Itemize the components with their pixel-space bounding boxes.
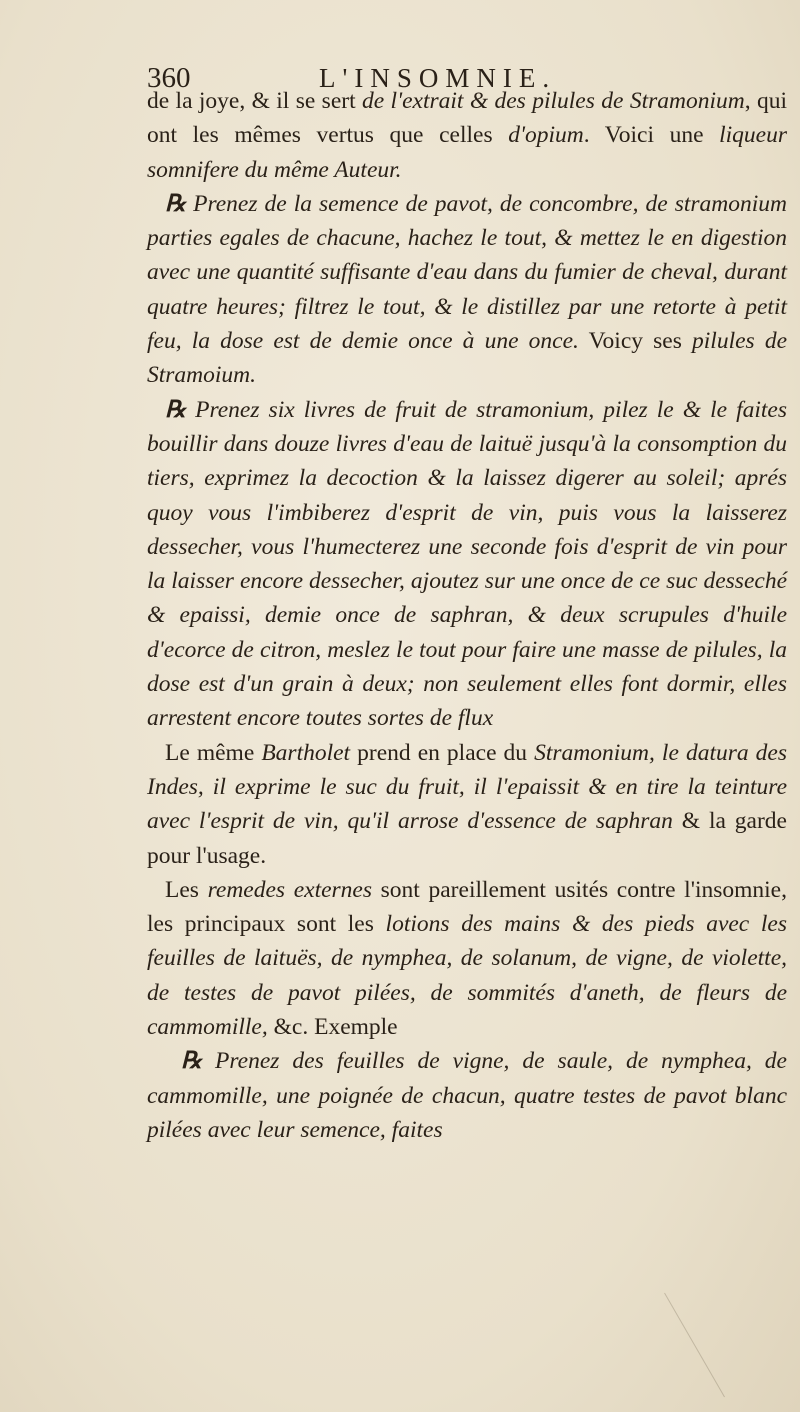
paragraph [147,84,787,187]
running-title: L'INSOMNIE. [319,63,557,93]
paragraph [147,187,787,393]
page-number: 360 [147,62,191,94]
roman-text: sont pareillement usités contre l'insomnie, les principaux sont les [147,876,787,938]
italic-text: liqueur somnifere du même Auteur. [147,122,788,183]
body-text [147,84,787,1147]
roman-text: Les [165,876,208,903]
recipe-symbol: ℞ [165,190,194,217]
italic-text: Prenez six livres de fruit de stramonium, pilez le & le faites bouillir dans douze livres d'eau de laituë jusqu'à la consomption du tiers, exprimez la decoction & la laissez digerer au soleil; aprés quoy vous l'imbiberez d'esprit de vin, puis vous la laisserez dessecher, vous l'humecterez une seconde fois d'esprit de vin pour la laisser encore dessecher, ajoutez sur une once de ce suc desseché & epaissi, demie once de saphran, & deux scrupules d'huile d'ecorce de citron, meslez le tout pour faire une masse de pilules, la dose est d'un grain à deux; non seulement elles font dormir, elles arrestent encore toutes sortes de flux [147,396,787,732]
italic-text: Prenez des feuilles de vigne, de saule, de nymphea, de cammomille, une poignée de chacun, quatre testes de pavot blanc pilées avec leur semence, faites [147,1048,787,1143]
italic-text: Bartholet [261,739,351,766]
paragraph [147,873,787,1044]
paragraph [147,393,787,736]
italic-text: d'opium [508,122,584,149]
roman-text: & la garde pour l'usage. [147,808,787,869]
italic-text: pilules de Stramoium. [147,328,787,389]
paragraph [147,736,787,873]
roman-text: Le même [165,739,262,766]
recipe-symbol: ℞ [181,1048,216,1075]
recipe-symbol: ℞ [165,396,196,423]
italic-text: de l'extrait & des pilules de Stramonium [362,88,745,114]
roman-text: &c. Exemple [267,1014,398,1041]
paragraph [147,1044,787,1147]
roman-text: prend en place du [350,739,535,766]
roman-text: , qui ont les mêmes vertus que celles [147,88,788,149]
roman-text: . Voici une [583,122,720,149]
italic-text: Prenez de la semence de pavot, de concombre, de stramonium parties egales de chacune, hachez le tout, & mettez le en digestion avec une quantité suffisante d'eau dans du fumier de cheval, durant quatre heures; filtrez le tout, & le distillez par une retorte à petit feu, la dose est de demie once à une once. [147,190,787,355]
page-crease [664,1263,777,1397]
roman-text: de la joye, & il se sert [147,88,362,114]
italic-text: lotions des mains & des pieds avec les feuilles de laituës, de nymphea, de solanum, de vigne, de violette, de testes de pavot pilées, de sommités d'aneth, de fleurs de cammomille, [147,911,787,1041]
italic-text: Stramonium, le datura des Indes, il exprime le suc du fruit, il l'epaissit & en tire la teinture avec l'esprit de vin, qu'il arrose d'essence de saphran [147,739,787,835]
italic-text: remedes externes [207,876,372,903]
roman-text: Voicy ses [578,328,693,355]
